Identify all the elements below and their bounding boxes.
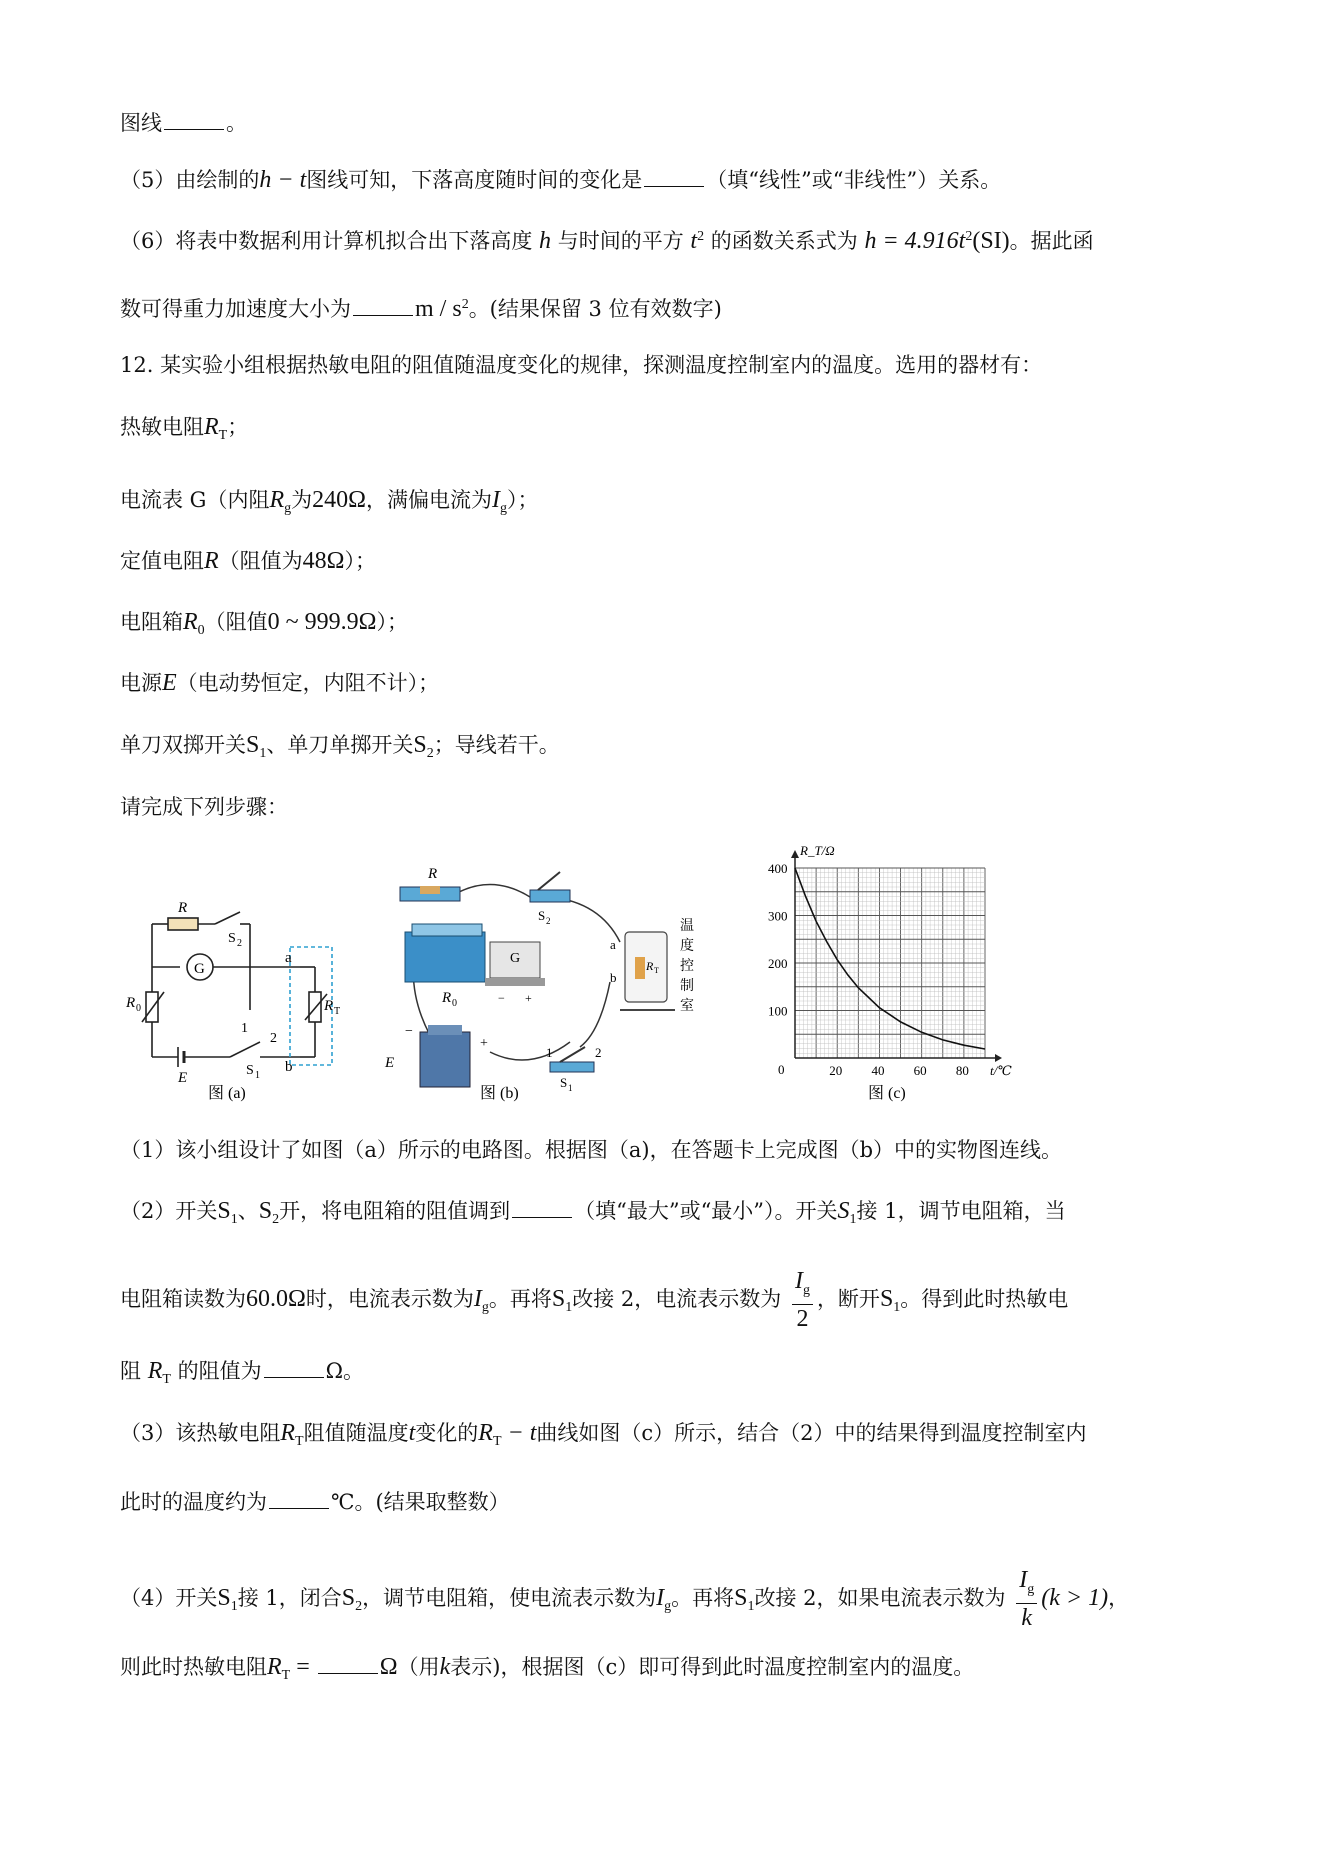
- label-R0-b: R: [442, 990, 452, 1006]
- text: 。: [226, 111, 247, 135]
- text: 接 1，调节电阻箱，当: [856, 1199, 1066, 1223]
- text: 改接 2，如果电流表示数为: [754, 1585, 1006, 1610]
- label-plus-G: +: [525, 991, 532, 1005]
- label-minus-E: −: [405, 1024, 413, 1039]
- math: Ω: [379, 1654, 398, 1680]
- figure-a-circuit: [120, 842, 370, 1104]
- label-RT-b-sub: T: [654, 966, 659, 975]
- question-6-cont: [120, 290, 722, 324]
- math: 2: [272, 1212, 280, 1228]
- math: 2: [426, 746, 434, 762]
- answer-blank: [353, 297, 413, 316]
- room-char-4: 制: [680, 979, 694, 994]
- math: 1: [849, 1212, 857, 1228]
- label-S2: S: [228, 931, 236, 946]
- label-S1-sub: 1: [255, 1070, 260, 1081]
- math: S: [258, 1198, 273, 1224]
- math: T: [162, 1372, 171, 1388]
- label-plus-E: +: [480, 1036, 488, 1051]
- math: t: [690, 228, 698, 254]
- math: R: [269, 487, 285, 513]
- math: 1: [747, 1599, 755, 1615]
- math: (k > 1): [1041, 1584, 1109, 1611]
- math: R: [478, 1420, 493, 1446]
- math: 1: [259, 746, 267, 762]
- answer-blank: [512, 1199, 572, 1218]
- label-S2-b-sub: 2: [546, 916, 551, 926]
- y-tick-label: 400: [768, 861, 788, 876]
- fraction-ig-over-2: [792, 1268, 813, 1333]
- label-G: G: [194, 961, 205, 977]
- math: h = 4.916t: [864, 228, 966, 254]
- room-char-2: 度: [680, 939, 694, 954]
- y-tick-label: 100: [768, 1003, 788, 1019]
- item-fixed-resistor: [120, 546, 376, 576]
- chart-ylabel: R_T/Ω: [800, 843, 835, 858]
- math: =: [290, 1654, 316, 1680]
- text: 数可得重力加速度大小为: [120, 297, 351, 321]
- text: （用: [397, 1655, 440, 1679]
- math: 240Ω: [312, 487, 366, 513]
- text: 热敏电阻: [120, 415, 204, 439]
- label-R-b: R: [428, 866, 438, 882]
- text: （阻值为: [218, 549, 303, 573]
- math: m / s: [415, 296, 462, 322]
- caption-a: 图 (a): [208, 1085, 246, 1102]
- label-a-b: a: [610, 937, 616, 952]
- y-tick-label: 200: [768, 956, 788, 971]
- math: S: [551, 1285, 566, 1312]
- text: 变化的: [415, 1421, 479, 1445]
- label-G-b: G: [510, 951, 521, 966]
- text: ，: [1108, 1585, 1130, 1610]
- math: 60.0Ω: [246, 1285, 306, 1312]
- label-R0-b-sub: 0: [452, 998, 457, 1009]
- text: 。再将: [671, 1585, 735, 1610]
- label-R: R: [178, 900, 188, 916]
- label-2-b: 2: [595, 1045, 602, 1060]
- math: S: [837, 1198, 850, 1224]
- label-S1-b: S: [560, 1075, 568, 1090]
- math: I: [656, 1584, 665, 1611]
- figure-b-apparatus: [380, 842, 720, 1104]
- answer-blank: [264, 1359, 324, 1378]
- label-b-b: b: [610, 970, 617, 985]
- text: 电源: [120, 671, 162, 695]
- chart-series-line: [795, 868, 985, 1049]
- y-tick-label: 300: [768, 908, 788, 924]
- label-S2-sub: 2: [237, 938, 242, 949]
- math: 48Ω: [302, 548, 345, 574]
- item-resistance-box: [120, 607, 408, 646]
- text: ，满偏电流为: [365, 488, 492, 512]
- math: T: [281, 1668, 291, 1684]
- text: 与时间的平方: [557, 229, 684, 253]
- math: S: [734, 1584, 748, 1611]
- math: S: [341, 1584, 356, 1611]
- caption-c: 图 (c): [868, 1085, 906, 1102]
- label-minus-G: −: [498, 991, 505, 1005]
- text: 、: [237, 1199, 259, 1223]
- text: ）；: [376, 610, 408, 634]
- text: 电阻箱读数为: [120, 1286, 246, 1311]
- answer-blank: [269, 1490, 329, 1509]
- math: h: [539, 228, 552, 254]
- text: 阻值随温度: [303, 1421, 409, 1445]
- math: R: [204, 548, 219, 574]
- math: I: [794, 1268, 803, 1294]
- math: E: [162, 670, 177, 696]
- math: T: [492, 1434, 502, 1450]
- q12-2-end: [120, 1356, 364, 1395]
- item-thermistor: [120, 412, 248, 451]
- text: 接 1，闭合: [237, 1585, 342, 1610]
- item-switches: [120, 730, 560, 769]
- text: 改接 2，电流表示数为: [572, 1286, 782, 1311]
- math: T: [295, 1434, 304, 1450]
- math: (SI): [972, 228, 1010, 254]
- question-5: [120, 165, 1001, 195]
- text: Ω。: [325, 1359, 365, 1383]
- answer-blank: [164, 111, 224, 130]
- text: 开，将电阻箱的阻值调到: [279, 1199, 511, 1223]
- text: 则此时热敏电阻: [120, 1655, 267, 1679]
- math: 2: [355, 1599, 363, 1615]
- text: ）；: [344, 549, 377, 573]
- math: R: [267, 1654, 282, 1680]
- label-R0: R: [126, 995, 136, 1011]
- text: （填“最大”或“最小”）。开关: [574, 1199, 838, 1223]
- room-char-3: 控: [680, 959, 694, 974]
- math: 0: [197, 623, 205, 639]
- label-RT: R: [324, 998, 334, 1014]
- steps-intro: 请完成下列步骤：: [120, 795, 288, 819]
- x-tick-label: 20: [829, 1063, 843, 1078]
- figures-row: [120, 842, 1040, 1104]
- text: （填“线性”或“非线性”）关系。: [706, 168, 1002, 192]
- math: R: [280, 1420, 296, 1446]
- math: h − t: [259, 167, 307, 193]
- figure-c-chart: [750, 842, 1040, 1104]
- label-1-b: 1: [546, 1045, 553, 1060]
- q12-3: [120, 1418, 1087, 1457]
- text: 单刀双掷开关: [120, 733, 246, 757]
- math: g: [481, 1300, 489, 1316]
- room-char-5: 室: [680, 999, 694, 1014]
- label-RT-sub: T: [334, 1006, 341, 1017]
- text: 图线可知，下落高度随时间的变化是: [306, 168, 643, 192]
- math: S: [246, 732, 260, 758]
- text: （2）开关: [120, 1199, 218, 1223]
- text: 。再将: [488, 1286, 552, 1311]
- text: 。得到此时热敏电: [900, 1286, 1069, 1311]
- text: 时，电流表示数为: [305, 1286, 474, 1311]
- text: （6）将表中数据利用计算机拟合出下落高度: [120, 229, 533, 253]
- text: 曲线如图（c）所示，结合（2）中的结果得到温度控制室内: [536, 1421, 1087, 1445]
- label-R0-sub: 0: [136, 1003, 141, 1014]
- item-ammeter: [120, 485, 538, 524]
- text: ℃。(结果取整数）: [331, 1490, 510, 1514]
- text: 电流表 G（内阻: [120, 488, 270, 512]
- x-tick-label: 80: [955, 1063, 969, 1078]
- math: 2: [796, 1305, 809, 1332]
- label-b: b: [285, 1059, 293, 1075]
- math: g: [1027, 1581, 1035, 1597]
- answer-blank: [318, 1655, 378, 1674]
- math: g: [499, 501, 507, 517]
- text: 阻: [120, 1359, 141, 1383]
- math: S: [413, 732, 427, 758]
- x-tick-label: 40: [871, 1063, 885, 1078]
- math: R: [183, 609, 198, 635]
- chart-origin: 0: [778, 1062, 785, 1077]
- text: （3）该热敏电阻: [120, 1421, 281, 1445]
- q12-4: [120, 1567, 1129, 1632]
- question-12: 12. 某实验小组根据热敏电阻的阻值随温度变化的规律，探测温度控制室内的温度。选用的器材有：: [120, 353, 1043, 377]
- math: S: [217, 1198, 231, 1224]
- math: 2: [697, 229, 705, 244]
- math: g: [664, 1599, 672, 1615]
- text: 、单刀单掷开关: [266, 733, 414, 757]
- caption-b: 图 (b): [480, 1085, 519, 1102]
- math: S: [879, 1285, 894, 1312]
- math: 1: [893, 1300, 901, 1316]
- line-graph-blank: [120, 108, 247, 138]
- q12-2-cont: [120, 1268, 1068, 1333]
- math: 1: [565, 1300, 573, 1316]
- math: I: [491, 487, 500, 513]
- text: 图线: [120, 111, 162, 135]
- text: ，调节电阻箱，使电流表示数为: [362, 1585, 657, 1610]
- question-6: [120, 222, 1094, 256]
- label-RT-b: R: [646, 959, 654, 973]
- math: S: [217, 1584, 231, 1611]
- math: k: [1021, 1604, 1033, 1631]
- math: R: [204, 414, 219, 440]
- chart-xlabel: t/℃: [990, 1063, 1012, 1078]
- text: 定值电阻: [120, 549, 204, 573]
- room-char-1: 温: [680, 919, 694, 934]
- x-tick-label: 60: [913, 1063, 927, 1078]
- label-S1: S: [246, 1063, 254, 1078]
- text: ）；: [506, 488, 539, 512]
- text: ，断开: [816, 1286, 880, 1311]
- math: 0 ~ 999.9Ω: [267, 609, 377, 635]
- label-E-b: E: [385, 1055, 395, 1071]
- text: （4）开关: [120, 1585, 218, 1610]
- math: 2: [461, 297, 469, 312]
- text: （阻值: [204, 610, 268, 634]
- math: k: [439, 1654, 451, 1680]
- math: R: [147, 1358, 163, 1384]
- chart-grid: [795, 868, 985, 1058]
- math: I: [1019, 1567, 1028, 1593]
- fraction-ig-over-k: [1016, 1567, 1037, 1632]
- text: ；: [227, 415, 249, 439]
- math: g: [284, 501, 292, 517]
- text: 的阻值为: [177, 1359, 262, 1383]
- text: 电阻箱: [120, 610, 183, 634]
- q12-2: [120, 1196, 1066, 1235]
- q12-3-cont: [120, 1487, 510, 1517]
- math: − t: [501, 1420, 537, 1446]
- q12-1: （1）该小组设计了如图（a）所示的电路图。根据图（a)，在答题卡上完成图（b）中的实物图连线。: [120, 1138, 1063, 1162]
- text: 。据此函: [1009, 229, 1094, 253]
- label-2: 2: [270, 1031, 277, 1046]
- label-S1-b-sub: 1: [568, 1083, 573, 1093]
- text: 。(结果保留 3 位有效数字): [468, 297, 722, 321]
- text: 此时的温度约为: [120, 1490, 267, 1514]
- text: 的函数关系式为: [710, 229, 858, 253]
- text: （电动势恒定，内阻不计）；: [176, 671, 440, 695]
- text: 。: [538, 733, 560, 757]
- label-E: E: [178, 1070, 188, 1086]
- math: 1: [230, 1212, 238, 1228]
- math: 2: [965, 229, 973, 244]
- math: 1: [230, 1599, 238, 1615]
- math: t: [408, 1420, 416, 1446]
- label-1: 1: [241, 1021, 248, 1036]
- math: T: [218, 428, 228, 444]
- item-power-source: [120, 668, 439, 698]
- math: g: [802, 1282, 810, 1298]
- text: 为: [291, 488, 313, 512]
- label-a: a: [285, 950, 292, 966]
- math: I: [473, 1285, 482, 1312]
- text: ；导线若干: [433, 733, 539, 757]
- answer-blank: [644, 168, 704, 187]
- q12-4-cont: [120, 1652, 974, 1691]
- text: （5）由绘制的: [120, 168, 260, 192]
- text: 表示)，根据图（c）即可得到此时温度控制室内的温度。: [450, 1655, 975, 1679]
- label-S2-b: S: [538, 908, 546, 923]
